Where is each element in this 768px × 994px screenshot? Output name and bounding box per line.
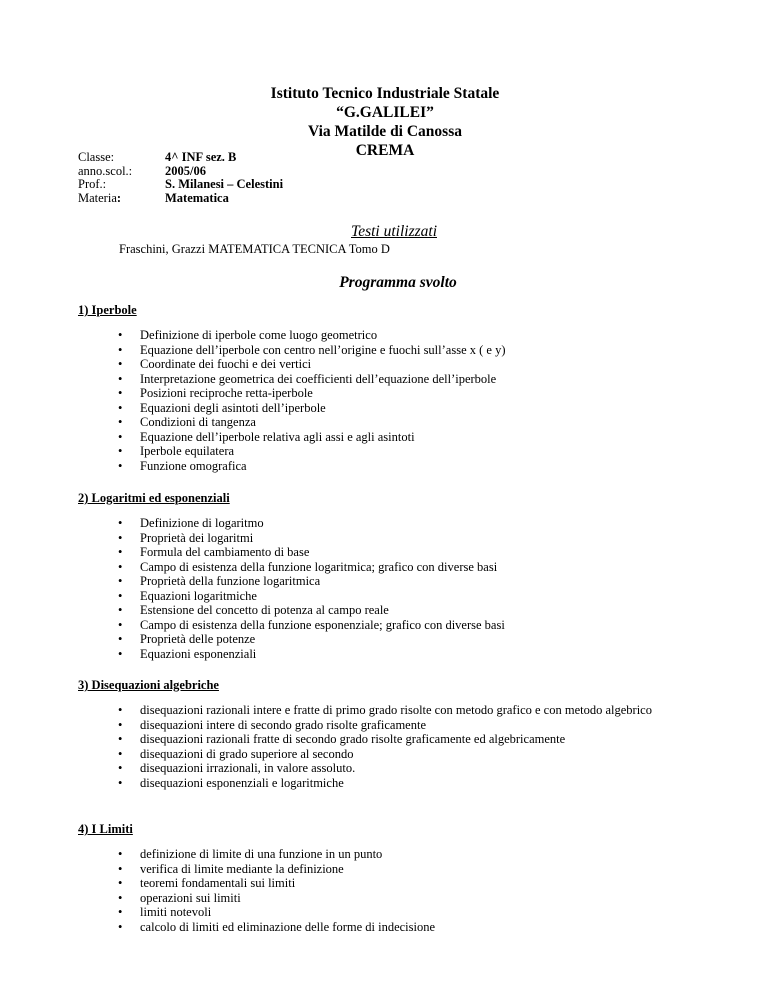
list-item [118,647,505,662]
bullet-icon: • [118,444,123,458]
list-item-text: Proprietà delle potenze [140,632,256,646]
bullet-icon: • [118,761,123,775]
school-header [0,84,768,160]
list-item [118,372,506,387]
list-item [118,905,435,920]
bullet-icon: • [118,574,123,588]
list-item-text: Estensione del concetto di potenza al campo reale [140,603,389,617]
info-label: Materia [78,190,117,205]
list-item-text: disequazioni intere di secondo grado risolte graficamente [140,717,427,732]
section-iperbole [78,303,738,473]
bullet-icon: • [118,746,123,761]
list-item [118,459,506,474]
list-item [118,732,652,747]
bullet-icon: • [118,386,123,400]
list-item-text: disequazioni razionali intere e fratte di primo grado risolte con metodo grafico e con metodo algebrico [140,703,652,717]
list-item [118,516,505,531]
list-item [118,589,505,604]
list-item [118,920,435,935]
list-item [118,430,506,445]
info-value: S. Milanesi – Celestini [165,177,284,191]
bullet-icon: • [118,905,123,919]
bullet-icon: • [118,703,123,717]
class-info [78,151,283,205]
list-item [118,386,506,401]
bullet-icon: • [118,876,123,890]
bullet-icon: • [118,516,123,530]
list-item-text: disequazioni di grado superiore al secondo [140,746,354,761]
list-item [118,603,505,618]
list-item-text: calcolo di limiti ed eliminazione delle forme di indecisione [140,919,436,934]
list-item-text: Posizioni reciproche retta-iperbole [140,386,313,400]
texts-title: Testi utilizzati [351,223,437,240]
list-item-text: disequazioni esponenziali e logaritmiche [140,775,344,790]
bullet-icon: • [118,847,123,861]
list-item-text: Formula del cambiamento di base [140,545,310,559]
list-item-text: Equazioni esponenziali [140,646,257,661]
list-item-text: Definizione di logaritmo [140,516,264,530]
list-item [118,343,506,358]
list-item-text: Campo di esistenza della funzione logaritmica; grafico con diverse basi [140,559,498,574]
list-item [118,776,652,791]
list-item [118,531,505,546]
list-item [118,415,506,430]
list-item-text: Coordinate dei fuochi e dei vertici [140,357,312,371]
list-item [118,761,652,776]
info-label: Prof.: [78,177,107,191]
list-item-text: limiti notevoli [140,905,212,919]
bullet-icon: • [118,342,123,357]
list-item [118,891,435,906]
list-item-text: Campo di esistenza della funzione esponenziale; grafico con diverse basi [140,617,505,632]
section-disequazioni [78,678,738,790]
list-item-text: disequazioni irrazionali, in valore assoluto. [140,761,356,775]
list-item [118,560,505,575]
bullet-icon: • [118,400,123,415]
info-row-professor [78,178,283,192]
bullet-icon: • [118,371,123,386]
info-row-subject [78,192,283,206]
list-item [118,401,506,416]
info-value: 2005/06 [165,163,206,178]
bullet-icon: • [118,588,123,603]
list-item [118,328,506,343]
section-logaritmi [78,491,738,661]
list-item [118,862,435,877]
list-item [118,357,506,372]
list-item-text: Funzione omografica [140,458,247,473]
bullet-icon: • [118,429,123,444]
list-item [118,444,506,459]
info-value: 4^ INF sez. B [165,150,237,164]
info-label-wrap [78,192,165,206]
list-item-text: Equazioni degli asintoti dell’iperbole [140,400,326,415]
list-item [118,718,652,733]
bullet-icon: • [118,603,123,617]
bullet-icon: • [118,357,123,371]
info-row-year [78,165,283,179]
topic-list [118,703,652,790]
program-title: Programma svolto [339,274,457,291]
list-item-text: Equazioni logaritmiche [140,588,257,603]
bullet-icon: • [118,890,123,905]
list-item-text: verifica di limite mediante la definizione [140,861,344,876]
list-item-text: definizione di limite di una funzione in un punto [140,847,383,861]
info-row-class [78,151,283,165]
list-item-text: Proprietà dei logaritmi [140,530,254,545]
section-title: 3) Disequazioni algebriche [78,678,219,692]
bullet-icon: • [118,617,123,632]
list-item [118,703,652,718]
list-item-text: Equazione dell’iperbole relativa agli assi e agli asintoti [140,429,415,444]
list-item-text: Definizione di iperbole come luogo geometrico [140,328,378,342]
info-label: Classe: [78,150,115,164]
list-item-text: Condizioni di tangenza [140,415,256,429]
bullet-icon: • [118,732,123,746]
topic-list [118,516,505,661]
section-title: 1) Iperbole [78,303,137,317]
list-item [118,876,435,891]
bullet-icon: • [118,919,123,934]
list-item [118,618,505,633]
list-item [118,847,435,862]
info-value: Matematica [165,190,229,205]
list-item-text: Equazione dell’iperbole con centro nell’origine e fuochi sull’asse x ( e y) [140,342,506,357]
list-item [118,747,652,762]
topic-list [118,328,506,473]
school-title: “G.GALILEI” [336,104,434,121]
bullet-icon: • [118,861,123,876]
texts-reference: Fraschini, Grazzi MATEMATICA TECNICA Tomo D [119,242,390,256]
info-label-colon: : [116,190,122,205]
bullet-icon: • [118,415,123,429]
section-title: 2) Logaritmi ed esponenziali [78,491,230,505]
school-city: CREMA [355,142,415,159]
list-item [118,574,505,589]
list-item-text: operazioni sui limiti [140,890,241,905]
bullet-icon: • [118,545,123,559]
bullet-icon: • [118,646,123,661]
list-item-text: Proprietà della funzione logaritmica [140,574,321,588]
school-name: Istituto Tecnico Industriale Statale [270,85,500,102]
list-item-text: Interpretazione geometrica dei coefficienti dell’equazione dell’iperbole [140,371,497,386]
bullet-icon: • [118,775,123,790]
bullet-icon: • [118,328,123,342]
school-address: Via Matilde di Canossa [307,123,462,140]
section-limiti [78,822,738,934]
list-item-text: Iperbole equilatera [140,444,235,458]
section-title: 4) I Limiti [78,822,133,836]
bullet-icon: • [118,632,123,646]
info-label: anno.scol.: [78,163,133,178]
bullet-icon: • [118,717,123,732]
list-item-text: disequazioni razionali fratte di secondo grado risolte graficamente ed algebricamente [140,732,566,746]
bullet-icon: • [118,530,123,545]
bullet-icon: • [118,458,123,473]
list-item [118,632,505,647]
list-item-text: teoremi fondamentali sui limiti [140,876,296,890]
list-item [118,545,505,560]
bullet-icon: • [118,559,123,574]
topic-list [118,847,435,934]
